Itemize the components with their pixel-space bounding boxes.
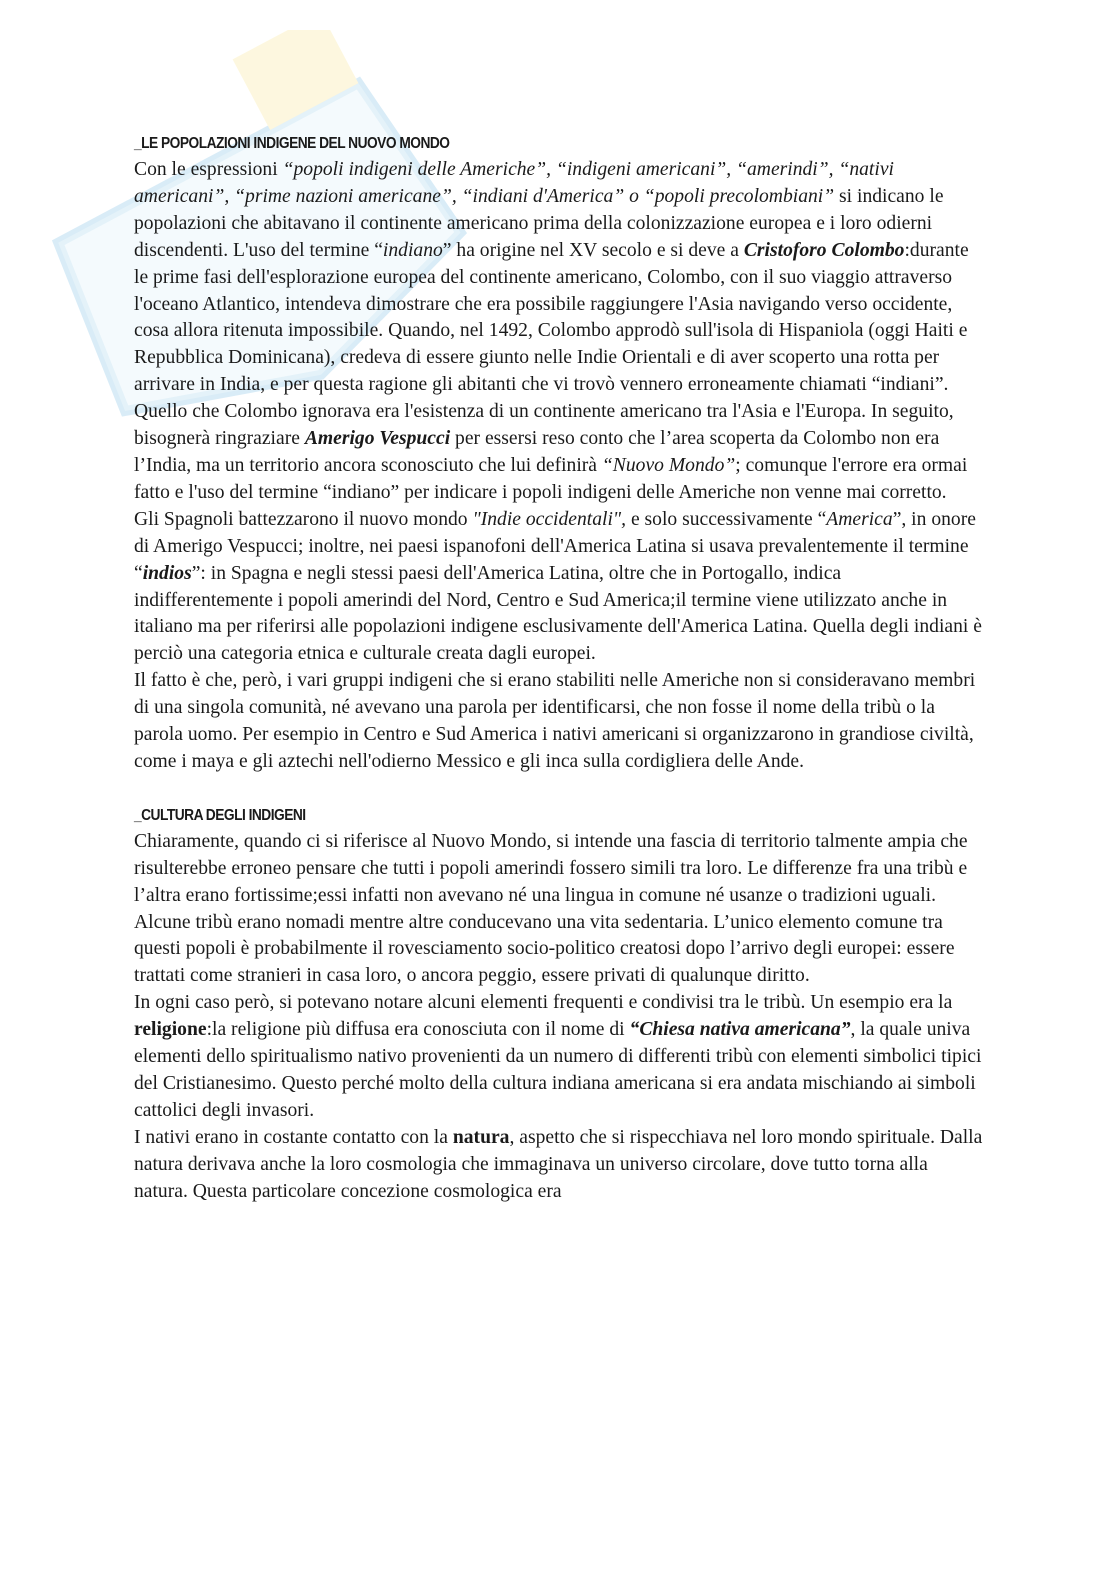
italic-text: America	[826, 508, 893, 530]
text-run: Gli Spagnoli battezzarono il nuovo mondo	[134, 508, 473, 530]
bold-italic-text: Cristoforo Colombo	[743, 239, 905, 261]
text-run: , aspetto che si rispecchiava nel loro mondo spirituale. Dalla natura derivava anche la loro cosmologia che immaginava un universo circolare, dove tutto torna alla natura. Questa particolare concezione cosmologica era	[134, 1126, 983, 1202]
text-run: :la religione più diffusa era conosciuta con il nome di	[206, 1019, 630, 1041]
section-heading: _CULTURA DEGLI INDIGENI	[134, 806, 306, 824]
paragraph	[134, 507, 984, 668]
section-heading: _LE POPOLAZIONI INDIGENE DEL NUOVO MONDO	[134, 135, 450, 152]
bold-italic-text: Amerigo Vespucci	[304, 428, 451, 450]
text-run: ” ha origine nel XV secolo e si deve a	[442, 239, 744, 261]
text-run: si indicano le popolazioni che abitavano il continente americano prima della colonizzazione europea e i loro odierni discendenti. L'uso del termine “	[134, 185, 944, 261]
paragraph	[134, 990, 984, 1125]
bold-italic-text: “Chiesa nativa americana”	[629, 1019, 851, 1041]
italic-text: “popoli indigeni delle Americhe”, “indigeni americani”, “amerindi”, “nativi americani”, “prime nazioni americane”, “indiani d'America” o “popoli precolombiani”	[134, 159, 894, 207]
text-run: :durante le prime fasi dell'esplorazione europea del continente americano, Colombo, con il suo viaggio attraverso l'oceano Atlantico, intendeva dimostrare che era possibile raggiungere l'Asia navigando verso occidente, cosa allora ritenuta impossibile. Quando, nel 1492, Colombo approdò sull'isola di Hispaniola (oggi Haiti e Repubblica Dominicana), credeva di essere giunto nelle Indie Orientali e di aver scoperto una rotta per arrivare in India, e per questa ragione gli abitanti che vi trovò vennero erroneamente chiamati “indiani”. Quello che Colombo ignorava era l'esistenza di un continente americano tra l'Asia e l'Europa. In seguito, bisognerà ringraziare	[134, 239, 969, 450]
italic-text: “Nuovo Mondo”	[601, 454, 736, 476]
text-run: , la quale univa elementi dello spiritualismo nativo provenienti da un numero di differenti tribù con elementi simbolici tipici del Cristianesimo. Questo perché molto della cultura indiana americana si era andata mischiando ai simboli cattolici degli invasori.	[134, 1019, 982, 1121]
italic-text: indiano	[382, 239, 443, 261]
text-run: In ogni caso però, si potevano notare alcuni elementi frequenti e condivisi tra le tribù. Un esempio era la	[134, 992, 953, 1014]
text-run: I nativi erano in costante contatto con la	[134, 1126, 453, 1148]
text-run: per essersi reso conto che l’area scoperta da Colombo non era l’India, ma un territorio ancora sconosciuto che lui definirà	[134, 428, 940, 476]
paragraph	[134, 668, 984, 776]
paragraph	[134, 157, 984, 507]
text-run: ”, in onore di Amerigo Vespucci; inoltre, nei paesi ispanofoni dell'America Latina si usava prevalentemente il termine “	[134, 508, 976, 584]
text-run: e solo successivamente “	[626, 508, 827, 530]
paragraph	[134, 829, 984, 990]
text-run: ; comunque l'errore era ormai fatto e l'uso del termine “indiano” per indicare i popoli indigeni delle Americhe non venne mai corretto.	[134, 454, 968, 503]
italic-text: "Indie occidentali",	[472, 508, 627, 530]
text-run: Il fatto è che, però, i vari gruppi indigeni che si erano stabiliti nelle Americhe non si consideravano membri di una singola comunità, né avevano una parola per identificarsi, che non fosse il nome della tribù o la parola uomo. Per esempio in Centro e Sud America i nativi americani si organizzarono in grandiose civiltà, come i maya e gli aztechi nell'odierno Messico e gli inca sulla cordigliera delle Ande.	[134, 670, 976, 772]
bold-text: religione	[134, 1019, 207, 1041]
bold-text: natura	[452, 1126, 510, 1148]
text-run: ”: in Spagna e negli stessi paesi dell'America Latina, oltre che in Portogallo, indica indifferentemente i popoli amerindi del Nord, Centro e Sud America;il termine viene utilizzato anche in italiano ma per riferirsi alle popolazioni indigene esclusivamente dell'America Latina. Quella degli indiani è perciò una categoria etnica e culturale creata dagli europei.	[134, 562, 982, 665]
bold-italic-text: indios	[142, 562, 192, 584]
text-run: Chiaramente, quando ci si riferisce al Nuovo Mondo, si intende una fascia di territorio talmente ampia che risulterebbe erroneo pensare che tutti i popoli amerindi fossero simili tra loro. Le differenze fra una tribù e l’altra erano fortissime;essi infatti non avevano né una lingua in comune né usanze o tradizioni uguali. Alcune tribù erano nomadi mentre altre conducevano una vita sedentaria. L’unico elemento comune tra questi popoli è probabilmente il rovesciamento socio-politico creatosi dopo l’arrivo degli europei: essere trattati come stranieri in casa loro, o ancora peggio, essere privati di qualunque diritto.	[134, 830, 968, 987]
document-body	[134, 131, 984, 1206]
paragraph	[134, 1125, 984, 1206]
text-run: Con le espressioni	[134, 159, 283, 180]
